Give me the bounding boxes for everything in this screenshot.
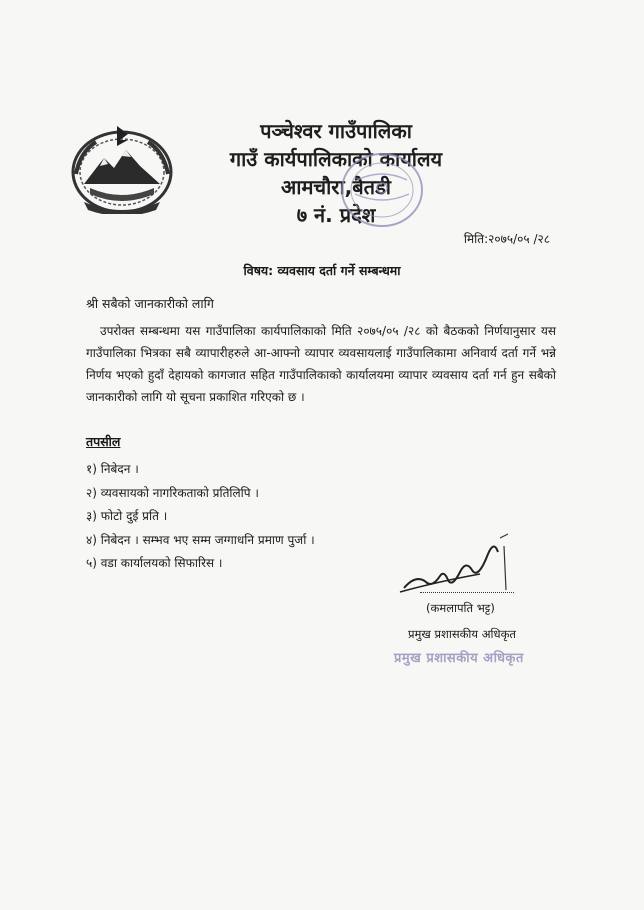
handwritten-signature-icon (396, 530, 526, 608)
salutation: श्री सबैको जानकारीको लागि (86, 296, 214, 311)
list-item: ४) निबेदन । सम्भव भए सम्म जग्गाधनि प्रमाण पुर्जा । (86, 532, 315, 547)
list-item: ३) फोटो दुई प्रति । (86, 509, 168, 523)
notice-subject: विषय: व्यवसाय दर्ता गर्ने सम्बन्धमा (243, 263, 401, 278)
list-item: १) निबेदन । (86, 462, 139, 476)
office-address: आमचौरा,बैतडी (281, 175, 391, 199)
office-seal-stamp-icon (337, 150, 423, 230)
office-header (196, 117, 476, 229)
signer-name: (कमलापति भट्ट) (426, 601, 495, 615)
municipality-name: पञ्चेश्वर गाउँपालिका (260, 119, 412, 143)
signature-line (420, 592, 514, 593)
notice-date: मिति:२०७५/०५ /२८ (463, 232, 550, 246)
designation-stamp: प्रमुख प्रशासकीय अधिकृत (394, 651, 524, 666)
signer-title: प्रमुख प्रशासकीय अधिकृत (408, 627, 516, 641)
province-name: ७ नं. प्रदेश (296, 203, 376, 227)
list-item: २) व्यवसायको नागरिकताको प्रतिलिपि । (86, 485, 259, 500)
nepal-emblem-icon (70, 122, 174, 214)
document-list (86, 458, 315, 576)
office-name: गाउँ कार्यपालिकाको कार्यालय (229, 147, 443, 171)
list-item: ५) वडा कार्यालयको सिफारिस । (86, 556, 223, 570)
notice-body: उपरोक्त सम्बन्धमा यस गाउँपालिका कार्यपालिकाको मिति २०७५/०५ /२८ को बैठकको निर्णयानुसार यस गाउँपालिका भित्रका सबै व्यापारीहरुले आ-आफ्नो व्यापार व्यवसायलाई गाउँपालिकामा अनिवार्य दर्ता गर्ने भन्ने निर्णय भएको हुदाँ देहायको कागजात सहित गाउँपालिकाको कार्यालयमा व्यापार व्यवसाय दर्ता गर्न हुन सबैको जानकारीको लागि यो सूचना प्रकाशित गरिएको छ । (86, 324, 556, 404)
section-title: तपसील (86, 434, 121, 449)
